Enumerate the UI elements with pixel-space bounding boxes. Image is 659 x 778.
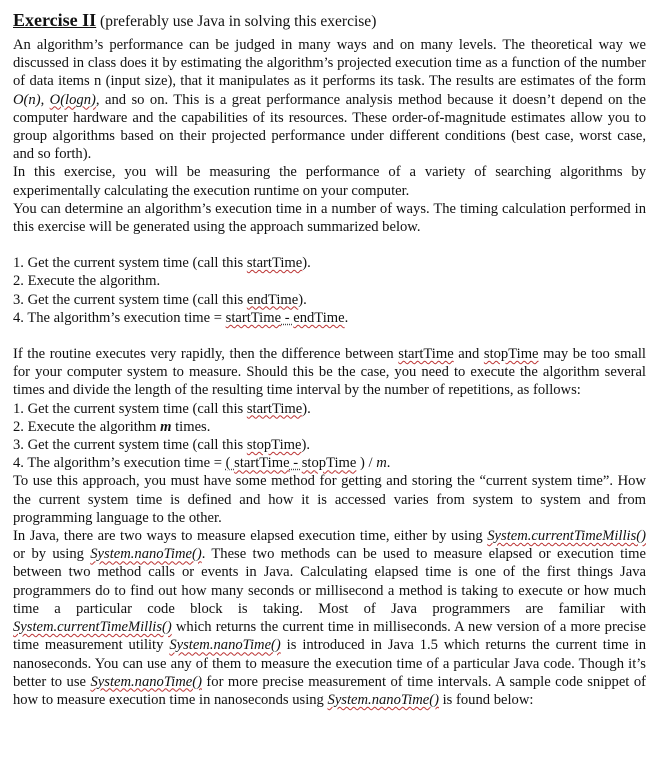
big-o-n: O(n) (13, 91, 41, 108)
method-nanotime: System.nanoTime() (327, 691, 439, 708)
step-text: ( (225, 455, 235, 472)
var-starttime: startTime (246, 400, 303, 417)
step-text: 4. The algorithm’s execution time = (13, 309, 226, 326)
exercise-title: Exercise II (13, 10, 97, 30)
step-text: . (386, 455, 391, 472)
body-text: is found below: (438, 691, 534, 708)
step-text: ). (298, 291, 307, 308)
var-stoptime: stopTime (246, 437, 302, 454)
step-list-item (13, 254, 646, 272)
step-text: ). (302, 255, 311, 272)
var-starttime: startTime (246, 255, 303, 272)
var-m: m (376, 455, 387, 472)
intro-text: , and so on. This is a great performance analysis method because it doesn’t depend on the computer hardware and the capabilities of its resources. These order-of-magnitude estimates allow you to group algorithms based on their projected performance under different conditions (best case, worst case, and so forth). (13, 91, 646, 163)
big-o-logn: O(logn) (49, 91, 96, 108)
body-text: In Java, there are two ways to measure elapsed execution time, either by using (13, 528, 488, 545)
var-starttime: startTime (225, 309, 282, 326)
var-stoptime: stopTime (301, 455, 357, 472)
middle-paragraph (13, 345, 646, 400)
method-currenttimemillis: System.currentTimeMillis() (13, 619, 172, 636)
step-text: - (289, 455, 302, 472)
body-text: which returns the current time in milliseconds. A new version of a more precise time measurement utility (13, 619, 646, 654)
step-text: . (344, 309, 349, 326)
intro-text: An algorithm’s performance can be judged in many ways and on many levels. The theoretical way we discussed in class does it by estimating the algorithm’s projected execution time as a function of the number of data items n (input size), that it manipulates as it performs its task. The results are estimates of the form (13, 37, 646, 90)
body-text: and (453, 346, 484, 363)
step-list-item (13, 454, 646, 472)
step-text: 2. Execute the algorithm (13, 418, 161, 435)
step-text: ). (302, 400, 311, 417)
step-text: times. (171, 418, 211, 435)
closing-paragraph-1: To use this approach, you must have some method for getting and storing the “current system time”. How the current system time is defined and how it is accessed varies from system to system and from programming language to the other. (13, 473, 646, 526)
intro-text: , (40, 91, 50, 108)
method-nanotime: System.nanoTime() (90, 673, 202, 690)
exercise-note: (preferably use Java in solving this exercise) (96, 13, 377, 30)
step-text: - (281, 309, 294, 326)
var-starttime: startTime (234, 455, 290, 472)
step-list-item (13, 309, 646, 327)
step-list-item: 2. Execute the algorithm. (13, 273, 161, 290)
step-list-item (13, 418, 646, 436)
body-text: may be too small for your computer system to measure. Should this be the case, you need to execute the algorithm several times and divide the length of the resulting time interval by the number of repetitions, as follows: (13, 346, 646, 399)
exercise-heading (13, 10, 646, 32)
var-m: m (160, 418, 172, 435)
step-list-item (13, 436, 646, 454)
step-text: 4. The algorithm’s execution time = (13, 455, 226, 472)
intro-paragraph-2: In this exercise, you will be measuring the performance of a variety of searching algorithms by experimentally calculating the execution runtime on your computer. (13, 164, 646, 199)
method-currenttimemillis: System.currentTimeMillis() (487, 528, 646, 545)
step-text: 3. Get the current system time (call this (13, 437, 247, 454)
body-text: for more precise measurement of time intervals. A sample code snippet of how to measure execution time in nanoseconds using (13, 673, 646, 708)
intro-paragraph-1 (13, 36, 646, 163)
var-stoptime: stopTime (483, 346, 539, 363)
step-list-item (13, 400, 646, 418)
step-text: 1. Get the current system time (call this (13, 255, 247, 272)
step-text: 3. Get the current system time (call this (13, 291, 247, 308)
intro-paragraph-3: You can determine an algorithm’s execution time in a number of ways. The timing calculation performed in this exercise will be generated using the approach summarized below. (13, 200, 646, 236)
body-text: . These two methods can be used to measure elapsed or execution time between two method calls or events in Java. Calculating elapsed time is one of the first things Java programmers do to find out how many seconds or millisecond a method is taking to execute or how much time a particular code block is taking. Most of Java programmers are familiar with (13, 546, 647, 617)
body-text: is introduced in Java 1.5 which returns the current time in nanoseconds. You can use any of them to measure the execution time of a particular Java code. Though it’s better to use (13, 637, 646, 690)
step-text: ). (301, 437, 310, 454)
closing-paragraph-2 (13, 527, 646, 709)
step-text: 1. Get the current system time (call this (13, 400, 247, 417)
step-text: ) / (356, 455, 377, 472)
var-starttime: startTime (398, 346, 454, 363)
body-text: or by using (13, 546, 91, 563)
method-nanotime: System.nanoTime() (90, 546, 202, 563)
var-endtime: endTime (246, 291, 299, 308)
step-list-item (13, 291, 646, 309)
var-endtime: endTime (293, 309, 345, 326)
method-nanotime: System.nanoTime() (169, 637, 281, 654)
body-text: If the routine executes very rapidly, then the difference between (13, 346, 399, 363)
